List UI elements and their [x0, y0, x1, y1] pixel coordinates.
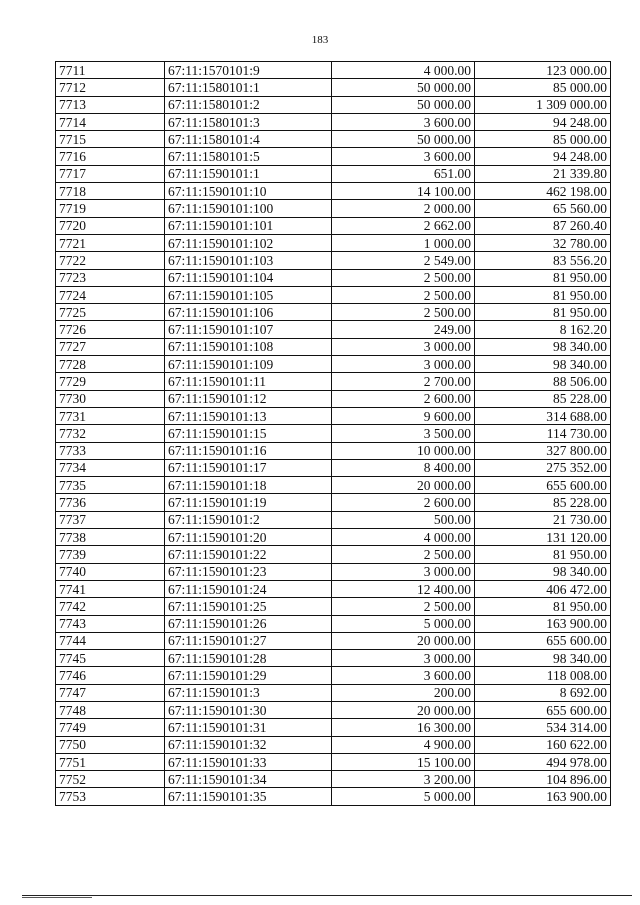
table-row [56, 788, 611, 805]
value-cell: 104 896.00 [475, 771, 611, 788]
value-cell: 83 556.20 [475, 252, 611, 269]
table-row [56, 373, 611, 390]
cadastral-number-cell: 67:11:1590101:109 [165, 356, 332, 373]
area-cell: 9 600.00 [332, 407, 475, 424]
cadastral-number-cell: 67:11:1590101:103 [165, 252, 332, 269]
table-row [56, 79, 611, 96]
area-cell: 3 000.00 [332, 338, 475, 355]
area-cell: 500.00 [332, 511, 475, 528]
cadastral-number-cell: 67:11:1580101:1 [165, 79, 332, 96]
table-row [56, 701, 611, 718]
area-cell: 14 100.00 [332, 183, 475, 200]
value-cell: 327 800.00 [475, 442, 611, 459]
cadastral-table [55, 61, 611, 806]
value-cell: 314 688.00 [475, 407, 611, 424]
cadastral-number-cell: 67:11:1590101:30 [165, 701, 332, 718]
cadastral-number-cell: 67:11:1580101:5 [165, 148, 332, 165]
value-cell: 98 340.00 [475, 356, 611, 373]
row-number-cell: 7741 [56, 580, 165, 597]
cadastral-number-cell: 67:11:1590101:108 [165, 338, 332, 355]
value-cell: 114 730.00 [475, 425, 611, 442]
value-cell: 81 950.00 [475, 269, 611, 286]
cadastral-number-cell: 67:11:1590101:11 [165, 373, 332, 390]
value-cell: 32 780.00 [475, 234, 611, 251]
table-row [56, 632, 611, 649]
cadastral-number-cell: 67:11:1590101:2 [165, 511, 332, 528]
row-number-cell: 7740 [56, 563, 165, 580]
area-cell: 4 900.00 [332, 736, 475, 753]
value-cell: 163 900.00 [475, 615, 611, 632]
footer-divider [22, 895, 632, 896]
table-row [56, 131, 611, 148]
area-cell: 50 000.00 [332, 96, 475, 113]
table-row [56, 511, 611, 528]
value-cell: 8 692.00 [475, 684, 611, 701]
area-cell: 20 000.00 [332, 477, 475, 494]
table-row [56, 113, 611, 130]
table-row [56, 442, 611, 459]
area-cell: 20 000.00 [332, 701, 475, 718]
table-body [56, 62, 611, 806]
table-row [56, 529, 611, 546]
value-cell: 160 622.00 [475, 736, 611, 753]
value-cell: 406 472.00 [475, 580, 611, 597]
row-number-cell: 7726 [56, 321, 165, 338]
area-cell: 4 000.00 [332, 62, 475, 79]
cadastral-number-cell: 67:11:1590101:24 [165, 580, 332, 597]
area-cell: 2 000.00 [332, 200, 475, 217]
value-cell: 98 340.00 [475, 563, 611, 580]
table-row [56, 96, 611, 113]
cadastral-number-cell: 67:11:1590101:12 [165, 390, 332, 407]
value-cell: 87 260.40 [475, 217, 611, 234]
row-number-cell: 7721 [56, 234, 165, 251]
cadastral-number-cell: 67:11:1580101:3 [165, 113, 332, 130]
value-cell: 275 352.00 [475, 459, 611, 476]
area-cell: 3 000.00 [332, 650, 475, 667]
value-cell: 88 506.00 [475, 373, 611, 390]
area-cell: 10 000.00 [332, 442, 475, 459]
area-cell: 16 300.00 [332, 719, 475, 736]
value-cell: 534 314.00 [475, 719, 611, 736]
area-cell: 3 200.00 [332, 771, 475, 788]
cadastral-number-cell: 67:11:1590101:27 [165, 632, 332, 649]
table-row [56, 580, 611, 597]
table-row [56, 736, 611, 753]
table-row [56, 338, 611, 355]
row-number-cell: 7723 [56, 269, 165, 286]
area-cell: 5 000.00 [332, 788, 475, 805]
area-cell: 3 500.00 [332, 425, 475, 442]
cadastral-number-cell: 67:11:1590101:19 [165, 494, 332, 511]
cadastral-number-cell: 67:11:1590101:25 [165, 598, 332, 615]
table-row [56, 650, 611, 667]
area-cell: 12 400.00 [332, 580, 475, 597]
table-row [56, 407, 611, 424]
value-cell: 81 950.00 [475, 286, 611, 303]
area-cell: 8 400.00 [332, 459, 475, 476]
cadastral-number-cell: 67:11:1590101:100 [165, 200, 332, 217]
cadastral-number-cell: 67:11:1590101:22 [165, 546, 332, 563]
table-row [56, 425, 611, 442]
value-cell: 65 560.00 [475, 200, 611, 217]
value-cell: 655 600.00 [475, 477, 611, 494]
row-number-cell: 7750 [56, 736, 165, 753]
value-cell: 655 600.00 [475, 632, 611, 649]
table-row [56, 165, 611, 182]
row-number-cell: 7747 [56, 684, 165, 701]
table-row [56, 234, 611, 251]
value-cell: 21 339.80 [475, 165, 611, 182]
area-cell: 3 600.00 [332, 148, 475, 165]
value-cell: 85 228.00 [475, 494, 611, 511]
value-cell: 131 120.00 [475, 529, 611, 546]
value-cell: 94 248.00 [475, 148, 611, 165]
value-cell: 494 978.00 [475, 753, 611, 770]
area-cell: 2 500.00 [332, 269, 475, 286]
area-cell: 2 600.00 [332, 390, 475, 407]
cadastral-number-cell: 67:11:1590101:32 [165, 736, 332, 753]
table-row [56, 62, 611, 79]
table-row [56, 719, 611, 736]
area-cell: 2 500.00 [332, 546, 475, 563]
row-number-cell: 7734 [56, 459, 165, 476]
area-cell: 2 500.00 [332, 598, 475, 615]
table-row [56, 684, 611, 701]
row-number-cell: 7715 [56, 131, 165, 148]
area-cell: 249.00 [332, 321, 475, 338]
value-cell: 98 340.00 [475, 338, 611, 355]
table-row [56, 269, 611, 286]
row-number-cell: 7746 [56, 667, 165, 684]
cadastral-number-cell: 67:11:1590101:20 [165, 529, 332, 546]
table-row [56, 753, 611, 770]
area-cell: 200.00 [332, 684, 475, 701]
area-cell: 4 000.00 [332, 529, 475, 546]
row-number-cell: 7748 [56, 701, 165, 718]
table-row [56, 771, 611, 788]
cadastral-number-cell: 67:11:1590101:29 [165, 667, 332, 684]
row-number-cell: 7739 [56, 546, 165, 563]
row-number-cell: 7713 [56, 96, 165, 113]
value-cell: 85 000.00 [475, 131, 611, 148]
row-number-cell: 7744 [56, 632, 165, 649]
row-number-cell: 7711 [56, 62, 165, 79]
cadastral-number-cell: 67:11:1590101:1 [165, 165, 332, 182]
table-row [56, 217, 611, 234]
value-cell: 81 950.00 [475, 304, 611, 321]
table-row [56, 546, 611, 563]
row-number-cell: 7735 [56, 477, 165, 494]
table-row [56, 252, 611, 269]
table-row [56, 667, 611, 684]
cadastral-number-cell: 67:11:1590101:23 [165, 563, 332, 580]
cadastral-number-cell: 67:11:1580101:2 [165, 96, 332, 113]
row-number-cell: 7729 [56, 373, 165, 390]
cadastral-number-cell: 67:11:1590101:106 [165, 304, 332, 321]
row-number-cell: 7720 [56, 217, 165, 234]
table-row [56, 598, 611, 615]
cadastral-number-cell: 67:11:1590101:28 [165, 650, 332, 667]
row-number-cell: 7730 [56, 390, 165, 407]
cadastral-number-cell: 67:11:1570101:9 [165, 62, 332, 79]
area-cell: 2 600.00 [332, 494, 475, 511]
row-number-cell: 7742 [56, 598, 165, 615]
row-number-cell: 7736 [56, 494, 165, 511]
row-number-cell: 7733 [56, 442, 165, 459]
row-number-cell: 7752 [56, 771, 165, 788]
table-row [56, 304, 611, 321]
cadastral-number-cell: 67:11:1590101:16 [165, 442, 332, 459]
cadastral-number-cell: 67:11:1590101:3 [165, 684, 332, 701]
area-cell: 2 700.00 [332, 373, 475, 390]
value-cell: 98 340.00 [475, 650, 611, 667]
area-cell: 2 500.00 [332, 304, 475, 321]
value-cell: 118 008.00 [475, 667, 611, 684]
row-number-cell: 7732 [56, 425, 165, 442]
value-cell: 85 000.00 [475, 79, 611, 96]
table-row [56, 477, 611, 494]
row-number-cell: 7737 [56, 511, 165, 528]
row-number-cell: 7719 [56, 200, 165, 217]
row-number-cell: 7738 [56, 529, 165, 546]
table-row [56, 183, 611, 200]
table-row [56, 615, 611, 632]
row-number-cell: 7717 [56, 165, 165, 182]
area-cell: 2 662.00 [332, 217, 475, 234]
row-number-cell: 7724 [56, 286, 165, 303]
row-number-cell: 7749 [56, 719, 165, 736]
cadastral-number-cell: 67:11:1590101:26 [165, 615, 332, 632]
area-cell: 3 600.00 [332, 113, 475, 130]
area-cell: 5 000.00 [332, 615, 475, 632]
area-cell: 3 000.00 [332, 356, 475, 373]
value-cell: 85 228.00 [475, 390, 611, 407]
table-row [56, 148, 611, 165]
area-cell: 50 000.00 [332, 131, 475, 148]
area-cell: 1 000.00 [332, 234, 475, 251]
table-row [56, 200, 611, 217]
area-cell: 2 500.00 [332, 286, 475, 303]
area-cell: 20 000.00 [332, 632, 475, 649]
page-number: 183 [311, 34, 329, 46]
cadastral-number-cell: 67:11:1590101:15 [165, 425, 332, 442]
row-number-cell: 7727 [56, 338, 165, 355]
value-cell: 94 248.00 [475, 113, 611, 130]
area-cell: 3 600.00 [332, 667, 475, 684]
cadastral-number-cell: 67:11:1590101:10 [165, 183, 332, 200]
cadastral-number-cell: 67:11:1590101:102 [165, 234, 332, 251]
value-cell: 123 000.00 [475, 62, 611, 79]
table-row [56, 356, 611, 373]
cadastral-number-cell: 67:11:1590101:34 [165, 771, 332, 788]
value-cell: 163 900.00 [475, 788, 611, 805]
cadastral-number-cell: 67:11:1590101:35 [165, 788, 332, 805]
table-row [56, 390, 611, 407]
area-cell: 651.00 [332, 165, 475, 182]
table-row [56, 286, 611, 303]
row-number-cell: 7728 [56, 356, 165, 373]
cadastral-number-cell: 67:11:1590101:107 [165, 321, 332, 338]
row-number-cell: 7712 [56, 79, 165, 96]
cadastral-number-cell: 67:11:1590101:33 [165, 753, 332, 770]
area-cell: 2 549.00 [332, 252, 475, 269]
area-cell: 50 000.00 [332, 79, 475, 96]
row-number-cell: 7745 [56, 650, 165, 667]
table-row [56, 563, 611, 580]
cadastral-number-cell: 67:11:1590101:18 [165, 477, 332, 494]
cadastral-number-cell: 67:11:1590101:105 [165, 286, 332, 303]
cadastral-number-cell: 67:11:1590101:101 [165, 217, 332, 234]
value-cell: 655 600.00 [475, 701, 611, 718]
value-cell: 21 730.00 [475, 511, 611, 528]
row-number-cell: 7718 [56, 183, 165, 200]
cadastral-number-cell: 67:11:1590101:31 [165, 719, 332, 736]
row-number-cell: 7753 [56, 788, 165, 805]
cadastral-number-cell: 67:11:1590101:17 [165, 459, 332, 476]
table-row [56, 459, 611, 476]
row-number-cell: 7743 [56, 615, 165, 632]
value-cell: 462 198.00 [475, 183, 611, 200]
area-cell: 15 100.00 [332, 753, 475, 770]
table-row [56, 321, 611, 338]
row-number-cell: 7722 [56, 252, 165, 269]
cadastral-number-cell: 67:11:1590101:104 [165, 269, 332, 286]
row-number-cell: 7714 [56, 113, 165, 130]
value-cell: 81 950.00 [475, 546, 611, 563]
value-cell: 81 950.00 [475, 598, 611, 615]
row-number-cell: 7731 [56, 407, 165, 424]
cadastral-number-cell: 67:11:1590101:13 [165, 407, 332, 424]
area-cell: 3 000.00 [332, 563, 475, 580]
table-row [56, 494, 611, 511]
row-number-cell: 7751 [56, 753, 165, 770]
value-cell: 1 309 000.00 [475, 96, 611, 113]
footer-divider-short [22, 897, 92, 898]
row-number-cell: 7725 [56, 304, 165, 321]
row-number-cell: 7716 [56, 148, 165, 165]
cadastral-number-cell: 67:11:1580101:4 [165, 131, 332, 148]
value-cell: 8 162.20 [475, 321, 611, 338]
